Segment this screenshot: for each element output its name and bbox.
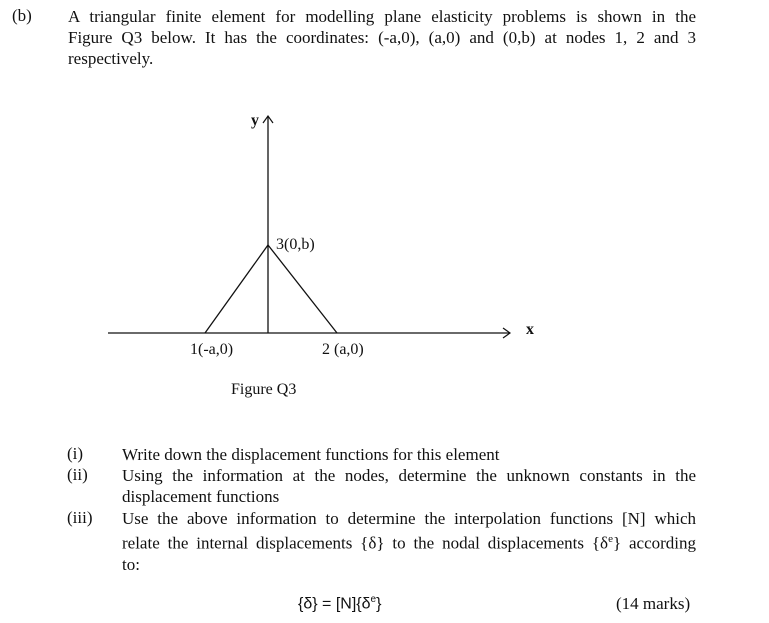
- subpart-label-ii: (ii): [67, 465, 88, 484]
- equation-rhs: }: [376, 595, 382, 613]
- equation: [298, 594, 381, 613]
- intro-line-1: A triangular finite element for modelling plane elasticity problems is shown in the: [68, 7, 696, 26]
- marks: (14 marks): [616, 594, 691, 613]
- intro-line-3: respectively.: [68, 49, 154, 68]
- subpart-iii-line-1: Use the above information to determine the interpolation functions [N] which: [122, 509, 696, 528]
- subpart-iii-sup: e: [608, 533, 613, 545]
- y-axis-label: y: [251, 112, 259, 129]
- triangle-edge-1-3: [205, 245, 268, 333]
- node-2-label: 2 (a,0): [322, 341, 364, 358]
- equation-lhs: {δ} = [N]{δ: [298, 595, 371, 613]
- figure-caption: Figure Q3: [231, 381, 297, 398]
- subpart-text-i: [122, 444, 499, 465]
- subpart-ii-line-1: Using the information at the nodes, determine the unknown constants in the: [122, 466, 696, 485]
- subpart-iii-line-2b: } according: [612, 533, 696, 553]
- node-1-label: 1(-a,0): [190, 341, 234, 358]
- node-3-label: 3(0,b): [276, 236, 315, 253]
- subpart-iii-line-2: [122, 529, 696, 554]
- subpart-i-line-1: Write down the displacement functions for this element: [122, 445, 500, 464]
- subpart-label-i: (i): [67, 444, 84, 463]
- intro-line-2: Figure Q3 below. It has the coordinates: (-a,0), (a,0) and (0,b) at nodes 1, 2 and 3: [68, 28, 696, 47]
- subpart-iii-line-2a: relate the internal displacements {δ} to the nodal displacements {δ: [122, 533, 609, 553]
- subpart-ii-line-2: displacement functions: [122, 487, 280, 506]
- x-axis-label: x: [526, 321, 534, 338]
- subpart-iii-line-3: to:: [122, 554, 140, 574]
- equation-sup: e: [370, 594, 377, 605]
- subpart-label-iii: (iii): [67, 508, 93, 527]
- triangle-edge-3-2: [268, 245, 337, 333]
- subpart-text-iii: [122, 508, 696, 575]
- subpart-text-ii: [122, 465, 696, 507]
- part-label: (b): [12, 6, 32, 25]
